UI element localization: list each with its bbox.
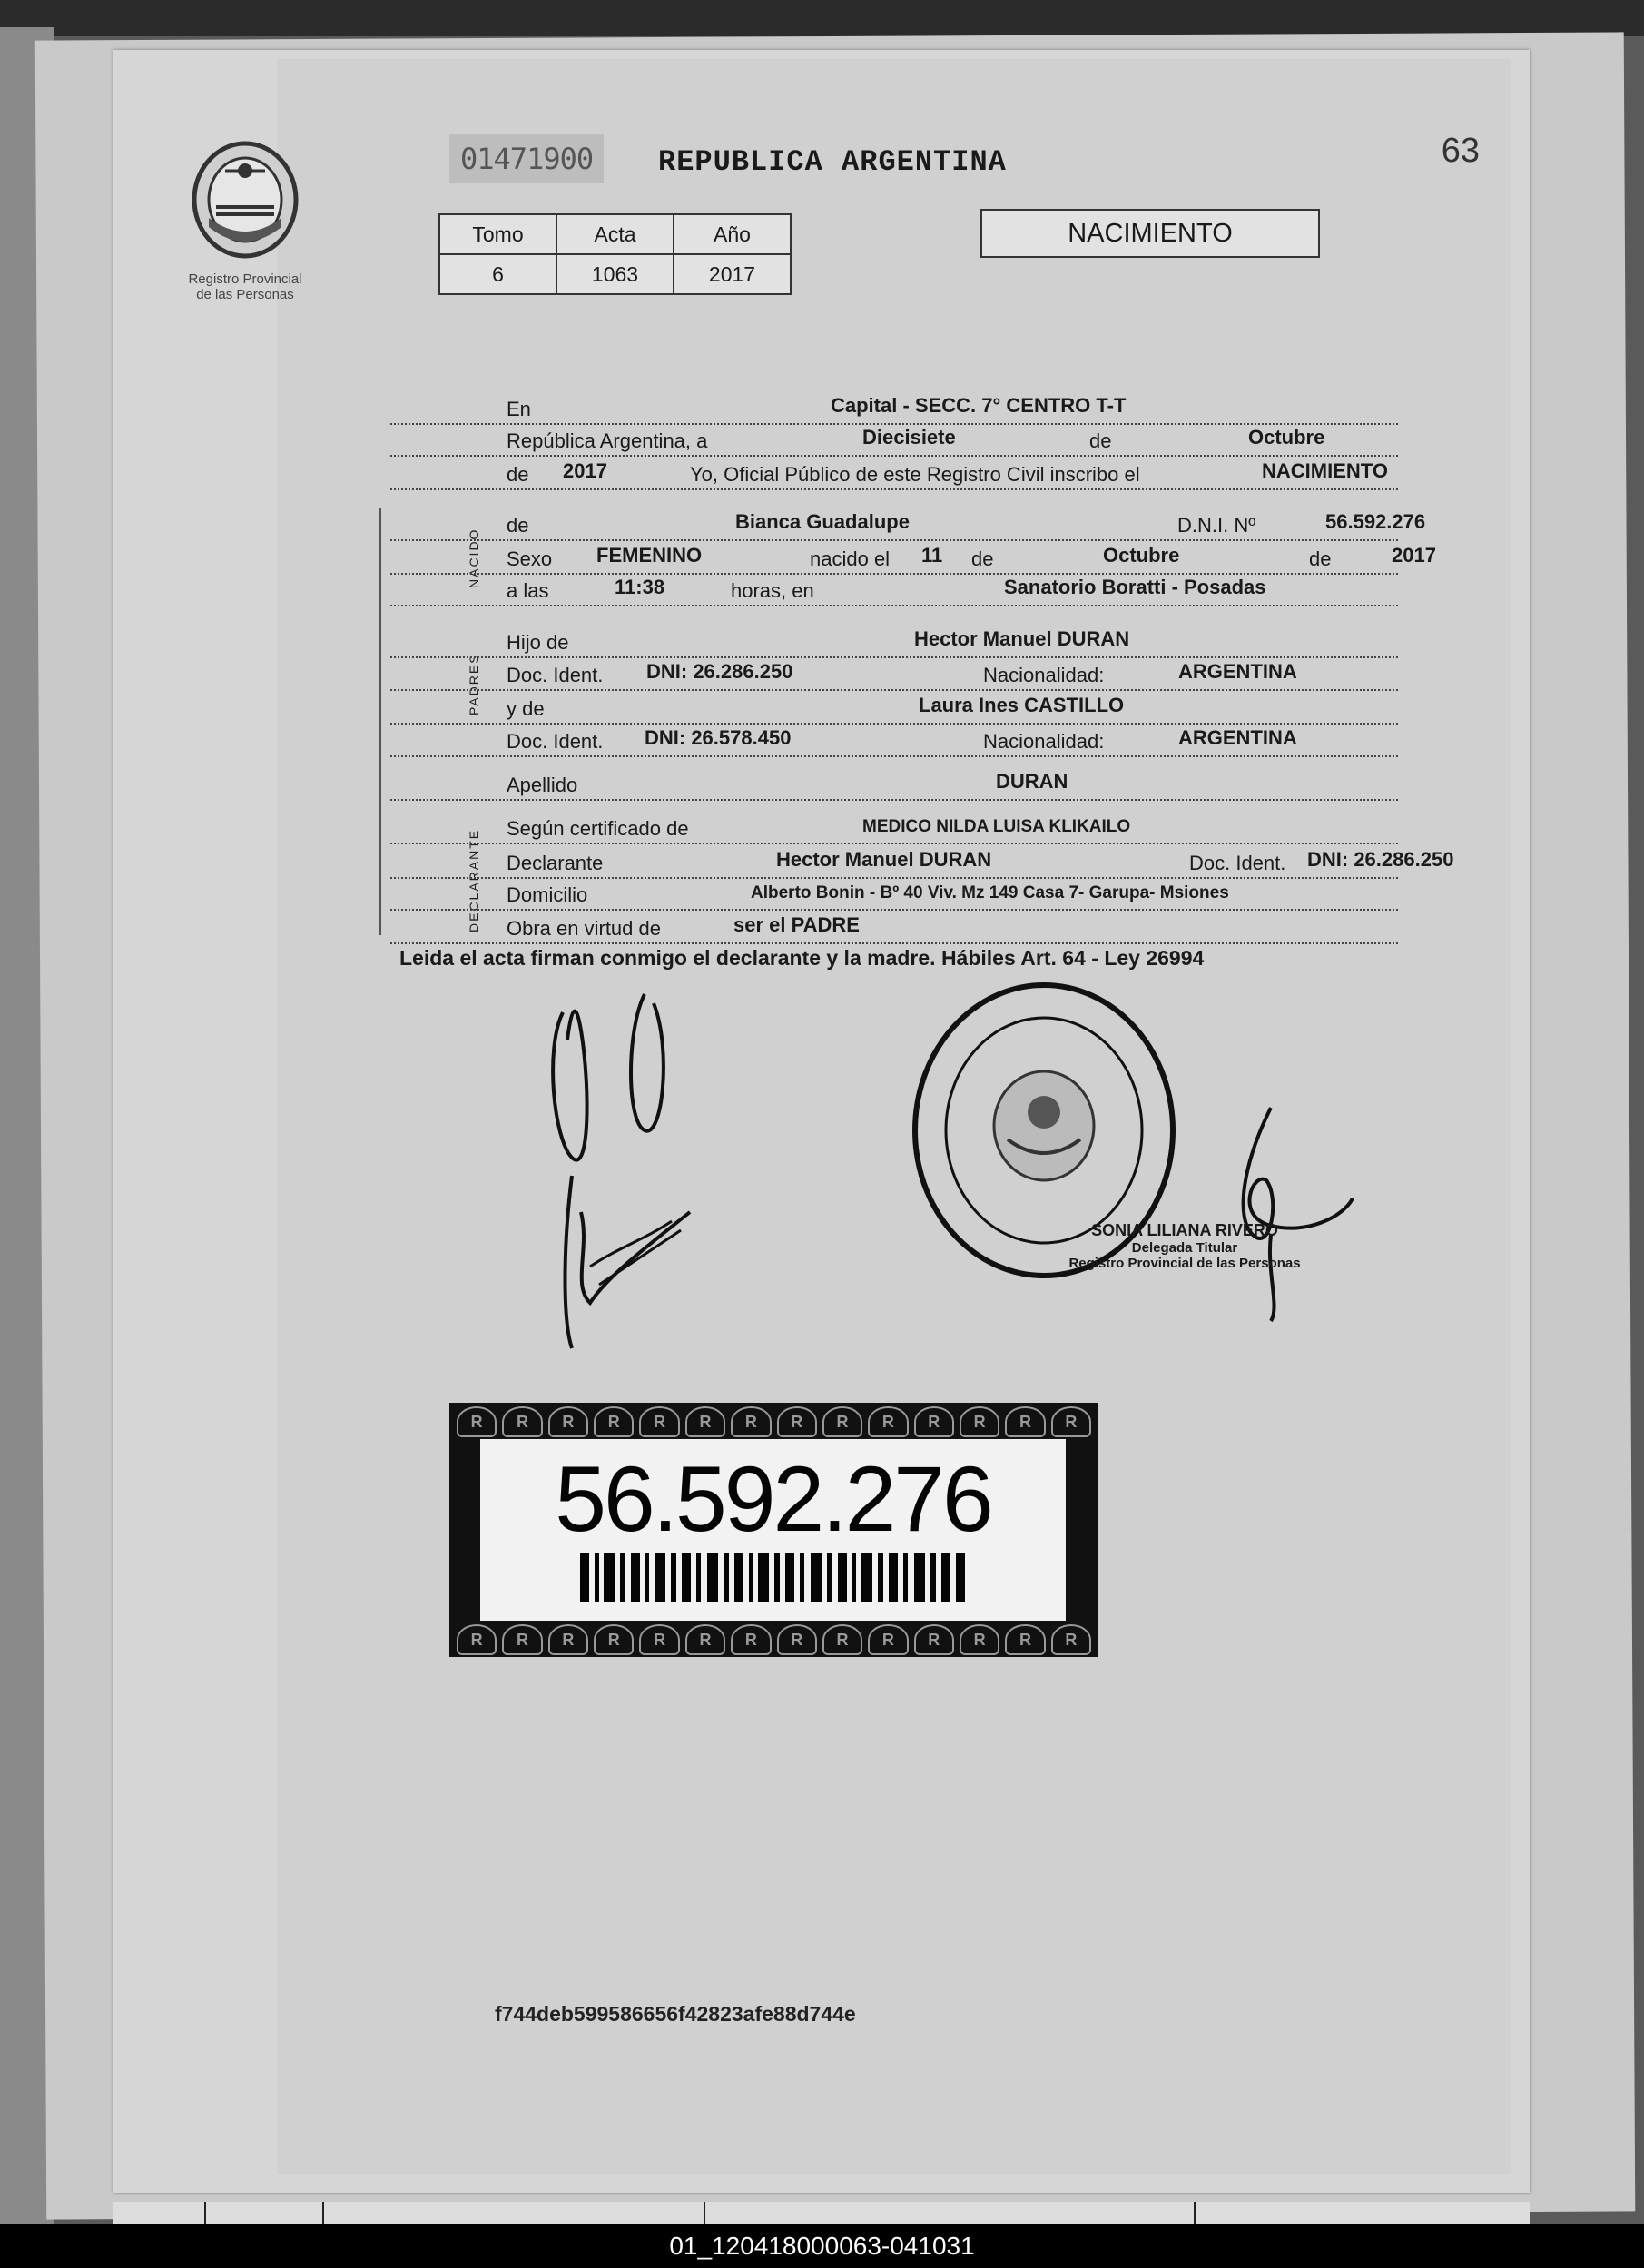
label-hijo-de: Hijo de bbox=[507, 631, 572, 655]
line-certificate bbox=[390, 819, 1398, 846]
pattern-mark: R bbox=[685, 1624, 725, 1655]
label-segun-certificado: Según certificado de bbox=[507, 817, 693, 841]
seal-caption-line-1: Registro Provincial bbox=[188, 271, 302, 287]
label-doc-ident-mother: Doc. Ident. bbox=[507, 730, 606, 754]
next-form-edge bbox=[113, 2202, 1530, 2224]
pattern-mark: R bbox=[685, 1406, 725, 1437]
pattern-mark: R bbox=[822, 1406, 862, 1437]
line-surname bbox=[390, 770, 1398, 803]
value-month: Octubre bbox=[1248, 426, 1325, 449]
value-surname: DURAN bbox=[996, 770, 1068, 793]
volume-value-ano: 2017 bbox=[674, 254, 791, 294]
line-mother-doc bbox=[390, 726, 1398, 759]
label-en: En bbox=[507, 398, 535, 421]
scan-footer-id: 01_120418000063-041031 bbox=[669, 2232, 975, 2260]
pattern-mark: R bbox=[639, 1406, 679, 1437]
registrar-office: Registro Provincial de las Personas bbox=[1068, 1256, 1301, 1271]
line-father bbox=[390, 627, 1398, 660]
line-child-name bbox=[390, 510, 1426, 543]
label-doc-ident-father: Doc. Ident. bbox=[507, 664, 606, 687]
pattern-mark: R bbox=[594, 1406, 634, 1437]
pattern-mark: R bbox=[868, 1624, 908, 1655]
side-label-padres: PADRES bbox=[467, 653, 481, 715]
pattern-mark: R bbox=[548, 1406, 588, 1437]
label-nacionalidad-mother: Nacionalidad: bbox=[983, 730, 1105, 753]
line-year-event bbox=[390, 459, 1398, 492]
line-sex-birth bbox=[390, 544, 1436, 577]
registrar-signature bbox=[1216, 1090, 1362, 1326]
closing-text: Leida el acta firman conmigo el declarante y la madre. Hábiles Art. 64 - Ley 26994 bbox=[399, 946, 1205, 970]
pattern-mark: R bbox=[777, 1624, 817, 1655]
pattern-mark: R bbox=[1051, 1624, 1091, 1655]
pattern-mark: R bbox=[914, 1624, 954, 1655]
volume-table bbox=[438, 213, 792, 295]
value-father-doc: DNI: 26.286.250 bbox=[646, 660, 793, 683]
pattern-mark: R bbox=[1005, 1624, 1045, 1655]
label-pattern-bottom bbox=[449, 1624, 1098, 1657]
seal-caption-line-2: de las Personas bbox=[196, 287, 294, 302]
pattern-mark: R bbox=[457, 1406, 497, 1437]
provincial-seal bbox=[182, 136, 309, 302]
label-yo-oficial: Yo, Oficial Público de este Registro Civil inscribo el bbox=[690, 463, 1144, 487]
value-mother-name: Laura Ines CASTILLO bbox=[919, 694, 1125, 716]
registrar-title: Delegada Titular bbox=[1131, 1240, 1238, 1256]
value-declarant-doc: DNI: 26.286.250 bbox=[1307, 848, 1454, 871]
volume-value-tomo: 6 bbox=[439, 254, 556, 294]
pattern-mark: R bbox=[731, 1624, 771, 1655]
pattern-mark: R bbox=[457, 1624, 497, 1655]
label-pattern-top bbox=[449, 1406, 1098, 1441]
scan-backdrop-top bbox=[0, 0, 1644, 36]
value-acting-as: ser el PADRE bbox=[733, 913, 860, 936]
value-event: NACIMIENTO bbox=[1262, 459, 1388, 482]
section-rule bbox=[379, 508, 381, 935]
value-birth-year: 2017 bbox=[1392, 544, 1436, 567]
pattern-mark: R bbox=[914, 1406, 954, 1437]
value-year: 2017 bbox=[563, 459, 607, 482]
label-de-year: de bbox=[507, 463, 532, 487]
pattern-mark: R bbox=[502, 1624, 542, 1655]
serial-stamp: 01471900 bbox=[449, 134, 604, 183]
line-address bbox=[390, 885, 1398, 912]
country-title: REPUBLICA ARGENTINA bbox=[658, 145, 1007, 179]
label-nacionalidad-father: Nacionalidad: bbox=[983, 664, 1105, 686]
label-de-birth-month: de bbox=[971, 547, 994, 570]
value-address: Alberto Bonin - Bº 40 Viv. Mz 149 Casa 7- Garupa- Msiones bbox=[751, 883, 1229, 902]
label-sexo: Sexo bbox=[507, 547, 556, 571]
side-label-nacido: NACIDO bbox=[467, 528, 481, 588]
barcode-icon bbox=[580, 1553, 970, 1602]
label-domicilio: Domicilio bbox=[507, 883, 591, 907]
value-mother-nationality: ARGENTINA bbox=[1178, 726, 1297, 749]
pattern-mark: R bbox=[1005, 1406, 1045, 1437]
label-republica: República Argentina, a bbox=[507, 429, 711, 453]
label-dni: D.N.I. Nº bbox=[1177, 514, 1256, 537]
value-declarant-name: Hector Manuel DURAN bbox=[776, 848, 992, 871]
volume-header-ano: Año bbox=[674, 214, 791, 254]
pattern-mark: R bbox=[594, 1624, 634, 1655]
registrar-name: SONIA LILIANA RIVERO bbox=[1091, 1221, 1278, 1239]
id-label-number: 56.592.276 bbox=[555, 1447, 991, 1551]
pattern-mark: R bbox=[960, 1624, 999, 1655]
id-number-label bbox=[449, 1403, 1098, 1657]
value-sex: FEMENINO bbox=[596, 544, 703, 567]
value-child-dni: 56.592.276 bbox=[1325, 510, 1426, 533]
label-de-name: de bbox=[507, 514, 532, 537]
value-certificate-by: MEDICO NILDA LUISA KLIKAILO bbox=[862, 817, 1131, 836]
pattern-mark: R bbox=[502, 1406, 542, 1437]
id-label-inner bbox=[480, 1439, 1066, 1621]
value-place: Capital - SECC. 7° CENTRO T-T bbox=[831, 394, 1127, 417]
document-hash: f744deb599586656f42823afe88d744e bbox=[495, 2002, 856, 2026]
value-day-written: Diecisiete bbox=[862, 426, 956, 449]
value-birth-time: 11:38 bbox=[615, 576, 665, 598]
value-birth-place: Sanatorio Boratti - Posadas bbox=[1004, 576, 1266, 598]
line-mother bbox=[390, 694, 1398, 726]
label-horas-en: horas, en bbox=[731, 579, 814, 602]
line-acting-as bbox=[390, 913, 1398, 946]
provincial-coat-of-arms-icon bbox=[189, 136, 301, 263]
pattern-mark: R bbox=[1051, 1406, 1091, 1437]
value-father-nationality: ARGENTINA bbox=[1178, 660, 1297, 683]
label-de-month: de bbox=[1089, 429, 1112, 452]
label-a-las: a las bbox=[507, 579, 552, 603]
pattern-mark: R bbox=[960, 1406, 999, 1437]
label-y-de: y de bbox=[507, 697, 548, 721]
pattern-mark: R bbox=[777, 1406, 817, 1437]
label-de-birth-year: de bbox=[1309, 547, 1332, 570]
line-date bbox=[390, 426, 1398, 459]
pattern-mark: R bbox=[868, 1406, 908, 1437]
pattern-mark: R bbox=[822, 1624, 862, 1655]
volume-header-tomo: Tomo bbox=[439, 214, 556, 254]
volume-header-acta: Acta bbox=[556, 214, 674, 254]
declarant-signature bbox=[536, 976, 717, 1357]
event-type-box: NACIMIENTO bbox=[980, 209, 1320, 258]
label-doc-ident-declarant: Doc. Ident. bbox=[1189, 852, 1286, 874]
registrar-block bbox=[1021, 1221, 1348, 1271]
pattern-mark: R bbox=[731, 1406, 771, 1437]
line-place bbox=[390, 394, 1398, 427]
value-child-name: Bianca Guadalupe bbox=[735, 510, 910, 533]
page-number: 63 bbox=[1441, 132, 1480, 170]
pattern-mark: R bbox=[548, 1624, 588, 1655]
label-declarante: Declarante bbox=[507, 852, 606, 875]
value-mother-doc: DNI: 26.578.450 bbox=[645, 726, 792, 749]
label-obra-en-virtud: Obra en virtud de bbox=[507, 917, 664, 941]
label-nacido-el: nacido el bbox=[810, 547, 891, 570]
side-label-declarante: DECLARANTE bbox=[467, 828, 481, 932]
line-time-place bbox=[390, 576, 1398, 608]
value-birth-month: Octubre bbox=[1103, 544, 1180, 567]
value-father-name: Hector Manuel DURAN bbox=[914, 627, 1130, 650]
label-apellido: Apellido bbox=[507, 774, 581, 797]
volume-value-acta: 1063 bbox=[556, 254, 674, 294]
pattern-mark: R bbox=[639, 1624, 679, 1655]
line-declarant bbox=[390, 848, 1454, 881]
value-birth-day: 11 bbox=[921, 544, 943, 567]
